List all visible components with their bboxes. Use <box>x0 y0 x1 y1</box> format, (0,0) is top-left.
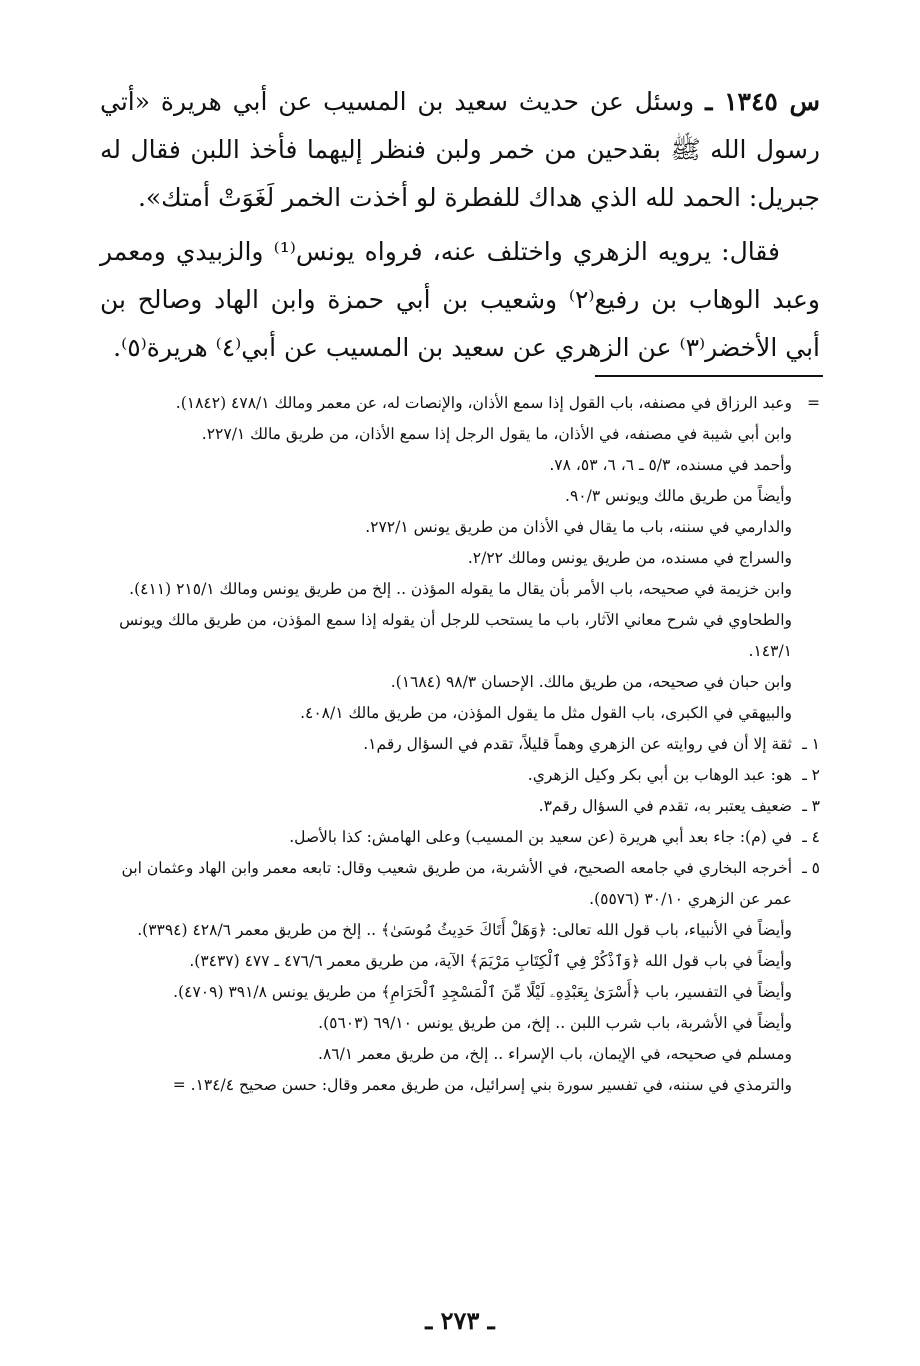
footnote-line: وابن خزيمة في صحيحه، باب الأمر بأن يقال ما يقوله المؤذن .. إلخ من طريق يونس ومالك ٢١٥/١ (٤١١). <box>129 580 792 598</box>
question-paragraph <box>100 78 820 222</box>
footnote-number: ٤ ـ <box>802 828 820 846</box>
footnote-text: ثقة إلا أن في روايته عن الزهري وهماً قليلاً، تقدم في السؤال رقم١. <box>363 735 792 753</box>
footnote-continuation <box>100 388 820 419</box>
footnote-line: وعبد الرزاق في مصنفه، باب القول إذا سمع الأذان، والإنصات له، عن معمر ومالك ٤٧٨/١ (١٨٤٢). <box>175 394 792 412</box>
answer-paragraph: فقال: يرويه الزهري واختلف عنه، فرواه يونس⁽¹⁾ والزبيدي ومعمر وعبد الوهاب بن رفيع⁽٢⁾ وشعيب بن أبي حمزة وابن الهاد وصالح بن أبي الأخضر⁽٣⁾ عن الزهري عن سعيد بن المسيب عن أبي⁽٤⁾ هريرة⁽٥⁾. <box>100 237 821 362</box>
question-number: س ١٣٤٥ ـ <box>705 87 820 116</box>
main-text <box>100 78 820 372</box>
footnote-line: وأحمد في مسنده، ٥/٣ ـ ٦، ٦، ٥٣، ٧٨. <box>549 456 792 474</box>
footnote-line: ومسلم في صحيحه، في الإيمان، باب الإسراء .. إلخ، من طريق معمر ٨٦/١. <box>318 1045 792 1063</box>
question-text: وسئل عن حديث سعيد بن المسيب عن أبي هريرة «أتي رسول الله ﷺ بقدحين من خمر ولبن فنظر إليهما فأخذ اللبن فقال له جبريل: الحمد لله الذي هداك للفطرة لو أخذت الخمر لَغَوَتْ أمتك». <box>100 87 820 212</box>
footnote-item <box>100 791 820 822</box>
footnote-line: والترمذي في سننه، في تفسير سورة بني إسرائيل، من طريق معمر وقال: حسن صحيح ١٣٤/٤. = <box>172 1076 792 1094</box>
page-number: ـ ٢٧٣ ـ <box>425 1306 495 1335</box>
footnotes <box>100 388 820 1101</box>
footnote-number: ١ ـ <box>802 735 820 753</box>
footnote-line: وأيضاً في باب قول الله ﴿وَٱذْكُرْ فِي ٱلْكِتَابِ مَرْيَمَ﴾ الآية، من طريق معمر ٤٧٦/٦ ـ ٤٧٧ (٣٤٣٧). <box>189 952 792 970</box>
footnote-line: وأيضاً من طريق مالك ويونس ٩٠/٣. <box>565 487 792 505</box>
footnote-text: أخرجه البخاري في جامعه الصحيح، في الأشربة، من طريق شعيب وقال: تابعه معمر وابن الهاد وعثمان ابن عمر عن الزهري ٣٠/١٠ (٥٥٧٦). <box>121 859 792 908</box>
footnote-line: والدارمي في سننه، باب ما يقال في الأذان من طريق يونس ٢٧٢/١. <box>365 518 792 536</box>
footnote-item <box>100 760 820 791</box>
footnote-text: هو: عبد الوهاب بن أبي بكر وكيل الزهري. <box>527 766 792 784</box>
footnote-line: وأيضاً في التفسير، باب ﴿أَسْرَىٰ بِعَبْدِهِۦ لَيْلًا مِّنَ ٱلْمَسْجِدِ ٱلْحَرَامِ﴾ من طريق يونس ٣٩١/٨ (٤٧٠٩). <box>173 983 792 1001</box>
footnote-separator <box>595 375 823 377</box>
footnote-line: وأيضاً في الأنبياء، باب قول الله تعالى: ﴿وَهَلْ أَتَاكَ حَدِيثُ مُوسَىٰ﴾ .. إلخ من طريق معمر ٤٢٨/٦ (٣٣٩٤). <box>137 921 792 939</box>
footnote-line: وأيضاً في الأشربة، باب شرب اللبن .. إلخ، من طريق يونس ٦٩/١٠ (٥٦٠٣). <box>318 1014 792 1032</box>
continuation-mark: = <box>807 394 820 412</box>
footnote-line: والطحاوي في شرح معاني الآثار، باب ما يستحب للرجل أن يقوله إذا سمع المؤذن، من طريق مالك ويونس ١٤٣/١. <box>119 611 792 660</box>
footnote-line: والبيهقي في الكبرى، باب القول مثل ما يقول المؤذن، من طريق مالك ٤٠٨/١. <box>300 704 792 722</box>
footnote-number: ٣ ـ <box>802 797 820 815</box>
footnote-line: والسراج في مسنده، من طريق يونس ومالك ٢/٢٢. <box>467 549 792 567</box>
footnote-text: ضعيف يعتبر به، تقدم في السؤال رقم٣. <box>538 797 792 815</box>
footnote-item <box>100 853 820 915</box>
footnote-item <box>100 822 820 853</box>
footnote-number: ٥ ـ <box>802 859 820 877</box>
footnote-item <box>100 729 820 760</box>
footnote-number: ٢ ـ <box>802 766 820 784</box>
footnote-text: في (م): جاء بعد أبي هريرة (عن سعيد بن المسيب) وعلى الهامش: كذا بالأصل. <box>289 828 792 846</box>
footnote-line: وابن أبي شيبة في مصنفه، في الأذان، ما يقول الرجل إذا سمع الأذان، من طريق مالك ٢٢٧/١. <box>201 425 792 443</box>
footnote-line: وابن حبان في صحيحه، من طريق مالك. الإحسان ٩٨/٣ (١٦٨٤). <box>390 673 792 691</box>
